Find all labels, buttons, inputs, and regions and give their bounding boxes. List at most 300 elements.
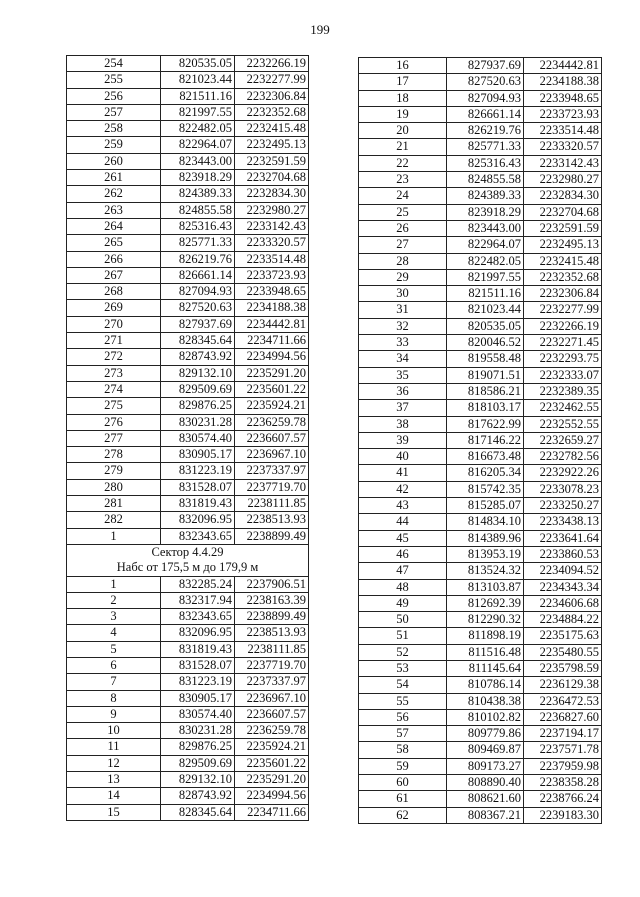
x-coordinate: 811516.48: [447, 644, 524, 660]
x-coordinate: 832096.95: [161, 512, 235, 528]
table-row: [67, 592, 309, 608]
x-coordinate: 824855.58: [161, 202, 235, 218]
point-number: 10: [67, 723, 161, 739]
point-number: 20: [359, 123, 447, 139]
point-number: 14: [67, 788, 161, 804]
y-coordinate: 2236259.78: [235, 723, 309, 739]
x-coordinate: 828345.64: [161, 333, 235, 349]
table-row: [67, 235, 309, 251]
y-coordinate: 2232834.30: [524, 188, 602, 204]
x-coordinate: 809779.86: [447, 726, 524, 742]
y-coordinate: 2234188.38: [235, 300, 309, 316]
table-row: [67, 349, 309, 365]
y-coordinate: 2237959.98: [524, 758, 602, 774]
table-row: [359, 286, 602, 302]
y-coordinate: 2238899.49: [235, 609, 309, 625]
y-coordinate: 2234606.68: [524, 595, 602, 611]
y-coordinate: 2235601.22: [235, 381, 309, 397]
table-row: [67, 56, 309, 72]
table-row: [359, 58, 602, 74]
x-coordinate: 831528.07: [161, 657, 235, 673]
y-coordinate: 2233514.48: [524, 123, 602, 139]
table-row: [359, 220, 602, 236]
table-row: [67, 170, 309, 186]
x-coordinate: 813953.19: [447, 546, 524, 562]
x-coordinate: 827520.63: [447, 74, 524, 90]
point-number: 59: [359, 758, 447, 774]
point-number: 12: [67, 755, 161, 771]
table-row: [359, 172, 602, 188]
x-coordinate: 831223.19: [161, 463, 235, 479]
point-number: 25: [359, 204, 447, 220]
x-coordinate: 815742.35: [447, 481, 524, 497]
table-row: [359, 807, 602, 823]
point-number: 7: [67, 674, 161, 690]
point-number: 27: [359, 237, 447, 253]
x-coordinate: 811898.19: [447, 628, 524, 644]
y-coordinate: 2237194.17: [524, 726, 602, 742]
table-row: [359, 90, 602, 106]
table-row: [359, 188, 602, 204]
table-row: [67, 381, 309, 397]
point-number: 30: [359, 286, 447, 302]
y-coordinate: 2238513.93: [235, 512, 309, 528]
x-coordinate: 830231.28: [161, 414, 235, 430]
x-coordinate: 830905.17: [161, 447, 235, 463]
y-coordinate: 2233078.23: [524, 481, 602, 497]
y-coordinate: 2236607.57: [235, 430, 309, 446]
x-coordinate: 820535.05: [447, 318, 524, 334]
y-coordinate: 2235601.22: [235, 755, 309, 771]
point-number: 60: [359, 775, 447, 791]
point-number: 258: [67, 121, 161, 137]
x-coordinate: 828345.64: [161, 804, 235, 820]
table-row: [67, 267, 309, 283]
x-coordinate: 832285.24: [161, 576, 235, 592]
y-coordinate: 2237337.97: [235, 674, 309, 690]
y-coordinate: 2232266.19: [524, 318, 602, 334]
y-coordinate: 2232980.27: [235, 202, 309, 218]
table-row: [67, 251, 309, 267]
point-number: 276: [67, 414, 161, 430]
table-row: [67, 755, 309, 771]
y-coordinate: 2234884.22: [524, 612, 602, 628]
table-row: [67, 479, 309, 495]
table-row: [359, 204, 602, 220]
x-coordinate: 819071.51: [447, 367, 524, 383]
point-number: 18: [359, 90, 447, 106]
point-number: 272: [67, 349, 161, 365]
x-coordinate: 830905.17: [161, 690, 235, 706]
x-coordinate: 821511.16: [161, 88, 235, 104]
x-coordinate: 815285.07: [447, 498, 524, 514]
x-coordinate: 808621.60: [447, 791, 524, 807]
table-row: [67, 430, 309, 446]
coordinates-table-left: [66, 55, 309, 821]
point-number: 41: [359, 465, 447, 481]
x-coordinate: 825316.43: [447, 155, 524, 171]
point-number: 44: [359, 514, 447, 530]
table-row: [359, 351, 602, 367]
point-number: 273: [67, 365, 161, 381]
page-number: 199: [310, 22, 330, 37]
y-coordinate: 2232495.13: [235, 137, 309, 153]
point-number: 26: [359, 220, 447, 236]
x-coordinate: 832096.95: [161, 625, 235, 641]
table-row: [67, 300, 309, 316]
point-number: 4: [67, 625, 161, 641]
y-coordinate: 2235291.20: [235, 772, 309, 788]
point-number: 257: [67, 104, 161, 120]
y-coordinate: 2235798.59: [524, 660, 602, 676]
table-row: [67, 512, 309, 528]
y-coordinate: 2238111.85: [235, 496, 309, 512]
x-coordinate: 821997.55: [161, 104, 235, 120]
point-number: 279: [67, 463, 161, 479]
table-row: [359, 139, 602, 155]
point-number: 21: [359, 139, 447, 155]
point-number: 278: [67, 447, 161, 463]
point-number: 281: [67, 496, 161, 512]
x-coordinate: 828743.92: [161, 349, 235, 365]
table-row: [359, 416, 602, 432]
table-row: [67, 528, 309, 544]
point-number: 56: [359, 709, 447, 725]
point-number: 259: [67, 137, 161, 153]
point-number: 266: [67, 251, 161, 267]
point-number: 38: [359, 416, 447, 432]
table-row: [359, 595, 602, 611]
y-coordinate: 2232306.84: [235, 88, 309, 104]
table-row: [359, 155, 602, 171]
point-number: 34: [359, 351, 447, 367]
point-number: 51: [359, 628, 447, 644]
table-row: [359, 318, 602, 334]
table-row: [359, 742, 602, 758]
sector-title-row: [67, 544, 309, 560]
x-coordinate: 824855.58: [447, 172, 524, 188]
point-number: 274: [67, 381, 161, 397]
table-row: [359, 775, 602, 791]
table-row: [359, 660, 602, 676]
y-coordinate: 2233948.65: [235, 284, 309, 300]
point-number: 265: [67, 235, 161, 251]
table-row: [67, 88, 309, 104]
x-coordinate: 829509.69: [161, 381, 235, 397]
y-coordinate: 2232333.07: [524, 367, 602, 383]
y-coordinate: 2239183.30: [524, 807, 602, 823]
x-coordinate: 825771.33: [447, 139, 524, 155]
table-row: [359, 644, 602, 660]
x-coordinate: 827937.69: [447, 58, 524, 74]
point-number: 270: [67, 316, 161, 332]
table-row: [359, 612, 602, 628]
y-coordinate: 2237571.78: [524, 742, 602, 758]
x-coordinate: 822964.07: [161, 137, 235, 153]
table-row: [359, 726, 602, 742]
point-number: 15: [67, 804, 161, 820]
x-coordinate: 808890.40: [447, 775, 524, 791]
table-row: [67, 414, 309, 430]
y-coordinate: 2234994.56: [235, 788, 309, 804]
y-coordinate: 2235175.63: [524, 628, 602, 644]
y-coordinate: 2232462.55: [524, 400, 602, 416]
table-row: [359, 253, 602, 269]
x-coordinate: 823443.00: [161, 153, 235, 169]
point-number: 54: [359, 677, 447, 693]
point-number: 58: [359, 742, 447, 758]
y-coordinate: 2238899.49: [235, 528, 309, 544]
y-coordinate: 2237906.51: [235, 576, 309, 592]
y-coordinate: 2233320.57: [235, 235, 309, 251]
point-number: 55: [359, 693, 447, 709]
y-coordinate: 2235924.21: [235, 739, 309, 755]
table-row: [67, 576, 309, 592]
point-number: 32: [359, 318, 447, 334]
table-row: [359, 628, 602, 644]
y-coordinate: 2232980.27: [524, 172, 602, 188]
table-row: [67, 218, 309, 234]
x-coordinate: 826219.76: [161, 251, 235, 267]
x-coordinate: 818103.17: [447, 400, 524, 416]
y-coordinate: 2234994.56: [235, 349, 309, 365]
table-row: [67, 706, 309, 722]
sector-subtitle: Набс от 175,5 м до 179,9 м: [67, 560, 309, 576]
table-row: [67, 739, 309, 755]
y-coordinate: 2232591.59: [524, 220, 602, 236]
point-number: 261: [67, 170, 161, 186]
x-coordinate: 813103.87: [447, 579, 524, 595]
y-coordinate: 2233723.93: [524, 106, 602, 122]
y-coordinate: 2234711.66: [235, 804, 309, 820]
point-number: 47: [359, 563, 447, 579]
point-number: 280: [67, 479, 161, 495]
y-coordinate: 2234188.38: [524, 74, 602, 90]
point-number: 37: [359, 400, 447, 416]
y-coordinate: 2233860.53: [524, 546, 602, 562]
point-number: 29: [359, 269, 447, 285]
table-row: [359, 302, 602, 318]
y-coordinate: 2233438.13: [524, 514, 602, 530]
point-number: 8: [67, 690, 161, 706]
x-coordinate: 825771.33: [161, 235, 235, 251]
x-coordinate: 829876.25: [161, 739, 235, 755]
table-row: [359, 563, 602, 579]
x-coordinate: 814834.10: [447, 514, 524, 530]
y-coordinate: 2238111.85: [235, 641, 309, 657]
point-number: 35: [359, 367, 447, 383]
table-row: [67, 186, 309, 202]
x-coordinate: 826219.76: [447, 123, 524, 139]
point-number: 33: [359, 335, 447, 351]
y-coordinate: 2233514.48: [235, 251, 309, 267]
x-coordinate: 831528.07: [161, 479, 235, 495]
x-coordinate: 823443.00: [447, 220, 524, 236]
y-coordinate: 2232352.68: [524, 269, 602, 285]
table-row: [359, 579, 602, 595]
point-number: 24: [359, 188, 447, 204]
x-coordinate: 817622.99: [447, 416, 524, 432]
table-row: [359, 465, 602, 481]
point-number: 9: [67, 706, 161, 722]
table-row: [359, 367, 602, 383]
table-row: [67, 137, 309, 153]
point-number: 268: [67, 284, 161, 300]
table-row: [67, 153, 309, 169]
x-coordinate: 829132.10: [161, 772, 235, 788]
y-coordinate: 2232266.19: [235, 56, 309, 72]
table-row: [67, 625, 309, 641]
y-coordinate: 2232495.13: [524, 237, 602, 253]
table-row: [359, 481, 602, 497]
y-coordinate: 2232704.68: [524, 204, 602, 220]
point-number: 282: [67, 512, 161, 528]
point-number: 255: [67, 72, 161, 88]
x-coordinate: 822482.05: [161, 121, 235, 137]
x-coordinate: 816673.48: [447, 449, 524, 465]
point-number: 271: [67, 333, 161, 349]
x-coordinate: 813524.32: [447, 563, 524, 579]
table-row: [67, 804, 309, 820]
x-coordinate: 830574.40: [161, 430, 235, 446]
x-coordinate: 809173.27: [447, 758, 524, 774]
table-row: [359, 400, 602, 416]
x-coordinate: 823918.29: [161, 170, 235, 186]
x-coordinate: 816205.34: [447, 465, 524, 481]
point-number: 1: [67, 528, 161, 544]
table-row: [359, 383, 602, 399]
x-coordinate: 831223.19: [161, 674, 235, 690]
x-coordinate: 817146.22: [447, 432, 524, 448]
point-number: 42: [359, 481, 447, 497]
point-number: 1: [67, 576, 161, 592]
y-coordinate: 2236259.78: [235, 414, 309, 430]
y-coordinate: 2234442.81: [524, 58, 602, 74]
point-number: 53: [359, 660, 447, 676]
x-coordinate: 810102.82: [447, 709, 524, 725]
table-row: [67, 72, 309, 88]
point-number: 48: [359, 579, 447, 595]
y-coordinate: 2236129.38: [524, 677, 602, 693]
point-number: 57: [359, 726, 447, 742]
x-coordinate: 828743.92: [161, 788, 235, 804]
point-number: 275: [67, 398, 161, 414]
x-coordinate: 820535.05: [161, 56, 235, 72]
y-coordinate: 2232782.56: [524, 449, 602, 465]
point-number: 22: [359, 155, 447, 171]
y-coordinate: 2233723.93: [235, 267, 309, 283]
x-coordinate: 832317.94: [161, 592, 235, 608]
point-number: 31: [359, 302, 447, 318]
y-coordinate: 2232277.99: [235, 72, 309, 88]
table-row: [359, 693, 602, 709]
y-coordinate: 2236827.60: [524, 709, 602, 725]
x-coordinate: 808367.21: [447, 807, 524, 823]
y-coordinate: 2236472.53: [524, 693, 602, 709]
y-coordinate: 2237719.70: [235, 479, 309, 495]
point-number: 11: [67, 739, 161, 755]
point-number: 264: [67, 218, 161, 234]
point-number: 267: [67, 267, 161, 283]
x-coordinate: 829132.10: [161, 365, 235, 381]
y-coordinate: 2232271.45: [524, 335, 602, 351]
table-row: [359, 123, 602, 139]
y-coordinate: 2233641.64: [524, 530, 602, 546]
table-row: [359, 546, 602, 562]
y-coordinate: 2232415.48: [524, 253, 602, 269]
point-number: 23: [359, 172, 447, 188]
table-row: [67, 463, 309, 479]
point-number: 17: [359, 74, 447, 90]
y-coordinate: 2238163.39: [235, 592, 309, 608]
x-coordinate: 822482.05: [447, 253, 524, 269]
y-coordinate: 2234343.34: [524, 579, 602, 595]
table-row: [67, 121, 309, 137]
table-row: [67, 657, 309, 673]
y-coordinate: 2232552.55: [524, 416, 602, 432]
x-coordinate: 826661.14: [161, 267, 235, 283]
point-number: 49: [359, 595, 447, 611]
x-coordinate: 814389.96: [447, 530, 524, 546]
y-coordinate: 2232659.27: [524, 432, 602, 448]
point-number: 36: [359, 383, 447, 399]
point-number: 3: [67, 609, 161, 625]
point-number: 50: [359, 612, 447, 628]
x-coordinate: 827094.93: [447, 90, 524, 106]
y-coordinate: 2234094.52: [524, 563, 602, 579]
x-coordinate: 824389.33: [161, 186, 235, 202]
y-coordinate: 2234711.66: [235, 333, 309, 349]
x-coordinate: 819558.48: [447, 351, 524, 367]
y-coordinate: 2232415.48: [235, 121, 309, 137]
table-row: [67, 202, 309, 218]
point-number: 6: [67, 657, 161, 673]
table-row: [67, 674, 309, 690]
x-coordinate: 827520.63: [161, 300, 235, 316]
y-coordinate: 2232704.68: [235, 170, 309, 186]
y-coordinate: 2232922.26: [524, 465, 602, 481]
coordinates-table-right: [358, 57, 602, 824]
x-coordinate: 827937.69: [161, 316, 235, 332]
x-coordinate: 831819.43: [161, 641, 235, 657]
sector-subtitle-row: [67, 560, 309, 576]
point-number: 16: [359, 58, 447, 74]
table-row: [67, 690, 309, 706]
x-coordinate: 822964.07: [447, 237, 524, 253]
sector-title: Сектор 4.4.29: [67, 544, 309, 560]
table-row: [359, 335, 602, 351]
y-coordinate: 2232352.68: [235, 104, 309, 120]
y-coordinate: 2233320.57: [524, 139, 602, 155]
point-number: 256: [67, 88, 161, 104]
x-coordinate: 829509.69: [161, 755, 235, 771]
table-row: [359, 791, 602, 807]
table-row: [359, 530, 602, 546]
point-number: 269: [67, 300, 161, 316]
point-number: 28: [359, 253, 447, 269]
y-coordinate: 2233142.43: [235, 218, 309, 234]
table-row: [359, 237, 602, 253]
point-number: 263: [67, 202, 161, 218]
x-coordinate: 825316.43: [161, 218, 235, 234]
table-row: [67, 365, 309, 381]
y-coordinate: 2232306.84: [524, 286, 602, 302]
x-coordinate: 811145.64: [447, 660, 524, 676]
point-number: 45: [359, 530, 447, 546]
table-row: [67, 284, 309, 300]
table-row: [67, 496, 309, 512]
x-coordinate: 831819.43: [161, 496, 235, 512]
